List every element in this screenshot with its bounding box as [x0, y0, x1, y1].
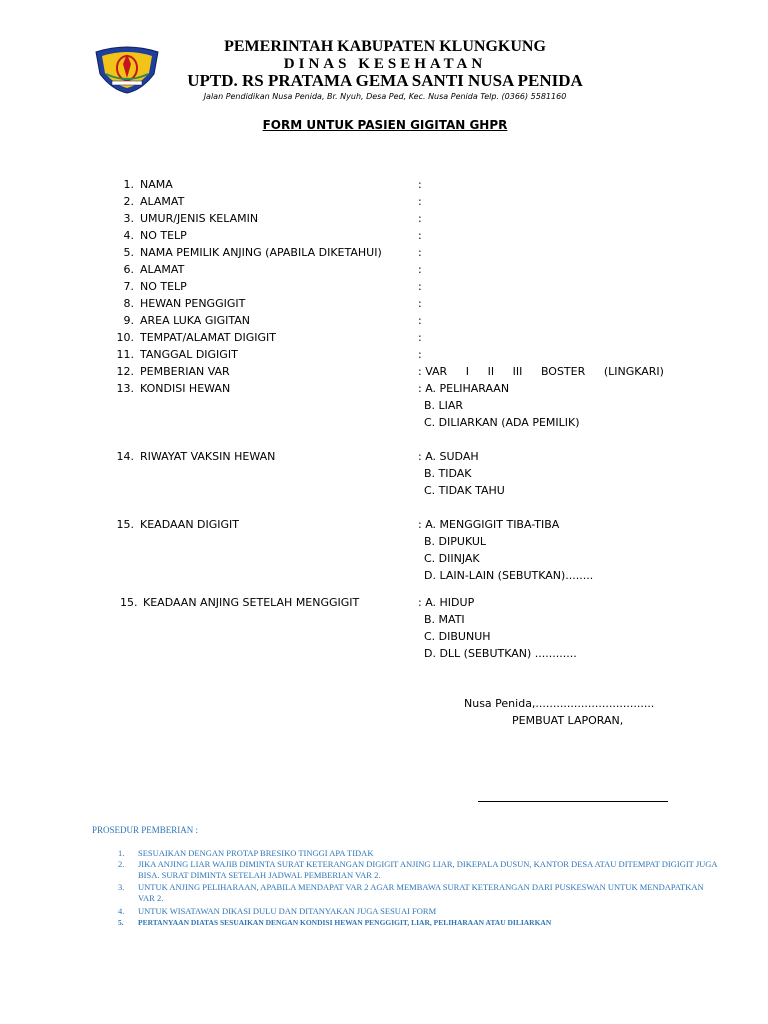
option: : A. PELIHARAAN — [418, 382, 510, 395]
option-row — [112, 482, 682, 499]
var-option: I — [465, 365, 470, 378]
option: B. TIDAK — [424, 467, 472, 480]
option: C. TIDAK TAHU — [424, 484, 505, 497]
signature-role: PEMBUAT LAPORAN, — [512, 714, 624, 727]
option-row — [112, 414, 682, 431]
var-option: BOSTER — [540, 365, 586, 378]
option-row — [112, 628, 682, 645]
option-row — [112, 465, 682, 482]
form-row: 4. NO TELP : — [123, 229, 422, 242]
form-row: 8. HEWAN PENGGIGIT : — [123, 297, 422, 310]
header-department: DINAS KESEHATAN — [283, 56, 487, 72]
var-option: II — [487, 365, 495, 378]
procedure-item: 1. SESUAIKAN DENGAN PROTAP BRESIKO TINGGI APA TIDAK — [118, 848, 374, 858]
form-row: 9. AREA LUKA GIGITAN : — [123, 314, 422, 327]
option: B. MATI — [424, 613, 465, 626]
form-row: 11. TANGGAL DIGIGIT : — [116, 348, 422, 361]
header-government: PEMERINTAH KABUPATEN KLUNGKUNG — [224, 38, 546, 55]
option-row — [112, 611, 682, 628]
form-row: 3. UMUR/JENIS KELAMIN : — [123, 212, 422, 225]
var-option: III — [512, 365, 523, 378]
procedure-item: 5. PERTANYAAN DIATAS SESUAIKAN DENGAN KONDISI HEWAN PENGGIGIT, LIAR, PELIHARAAN ATAU DILIARKAN — [118, 918, 552, 927]
form-row-kondisi: 13. KONDISI HEWAN : A. PELIHARAAN — [116, 382, 510, 395]
option: D. DLL (SEBUTKAN) ............ — [424, 647, 577, 660]
form-row: 5. NAMA PEMILIK ANJING (APABILA DIKETAHUI) : — [123, 246, 422, 259]
form-row: 2. ALAMAT : — [123, 195, 422, 208]
form-row: 6. ALAMAT : — [123, 263, 422, 276]
var-option: : VAR — [418, 365, 448, 378]
regency-crest-icon — [92, 44, 162, 94]
form-row-keadaan: 15. KEADAAN DIGIGIT : A. MENGGIGIT TIBA-TIBA — [116, 518, 560, 531]
option: C. DILIARKAN (ADA PEMILIK) — [424, 416, 580, 429]
procedure-heading: PROSEDUR PEMBERIAN : — [92, 825, 199, 835]
option: B. DIPUKUL — [424, 535, 487, 548]
option-row — [112, 550, 682, 567]
option-row — [112, 533, 682, 550]
option-row — [112, 645, 682, 662]
form-row: 7. NO TELP : — [123, 280, 422, 293]
form-row: 10. TEMPAT/ALAMAT DIGIGIT : — [116, 331, 422, 344]
procedure-item: 2. JIKA ANJING LIAR WAJIB DIMINTA SURAT KETERANGAN DIGIGIT ANJING LIAR, DIKEPALA DUSUN, KANTOR DESA ATAU DITEMPAT DIGIGIT JUGA BISA. SURAT DIMINTA SETELAH JADWAL PEMBERIAN VAR 2. — [118, 859, 718, 880]
option: C. DIBUNUH — [424, 630, 491, 643]
option: : A. MENGGIGIT TIBA-TIBA — [418, 518, 560, 531]
form-title: FORM UNTUK PASIEN GIGITAN GHPR — [262, 118, 508, 132]
option: B. LIAR — [424, 399, 464, 412]
var-option: (LINGKARI) — [603, 365, 664, 378]
option: : A. HIDUP — [418, 596, 475, 609]
option: D. LAIN-LAIN (SEBUTKAN)........ — [424, 569, 594, 582]
option-row — [112, 397, 682, 414]
signature-line — [478, 801, 668, 802]
procedure-item: 3. UNTUK ANJING PELIHARAAN, APABILA MENDAPAT VAR 2 AGAR MEMBAWA SURAT KETERANGAN DARI PUSKESWAN UNTUK MENDAPATKAN VAR 2. — [118, 882, 704, 903]
form-row-riwayat: 14. RIWAYAT VAKSIN HEWAN : A. SUDAH — [116, 450, 479, 463]
header-address: Jalan Pendidikan Nusa Penida, Br. Nyuh, Desa Ped, Kec. Nusa Penida Telp. (0366) 5581160 — [203, 92, 567, 101]
form-row-var: 12. PEMBERIAN VAR : VAR I II III BOSTER (LINGKARI) — [116, 365, 664, 378]
var-options — [418, 363, 664, 380]
form-row-keadaan-anjing: 15. KEADAAN ANJING SETELAH MENGGIGIT : A. HIDUP — [120, 596, 475, 609]
form-row: 1. NAMA : — [123, 178, 422, 191]
option: : A. SUDAH — [418, 450, 479, 463]
option-row — [112, 567, 682, 584]
signature-place-date: Nusa Penida,.................................. — [464, 697, 655, 710]
option: C. DIINJAK — [424, 552, 480, 565]
header-hospital: UPTD. RS PRATAMA GEMA SANTI NUSA PENIDA — [187, 71, 583, 90]
procedure-item: 4. UNTUK WISATAWAN DIKASI DULU DAN DITANYAKAN JUGA SESUAI FORM — [118, 906, 437, 916]
